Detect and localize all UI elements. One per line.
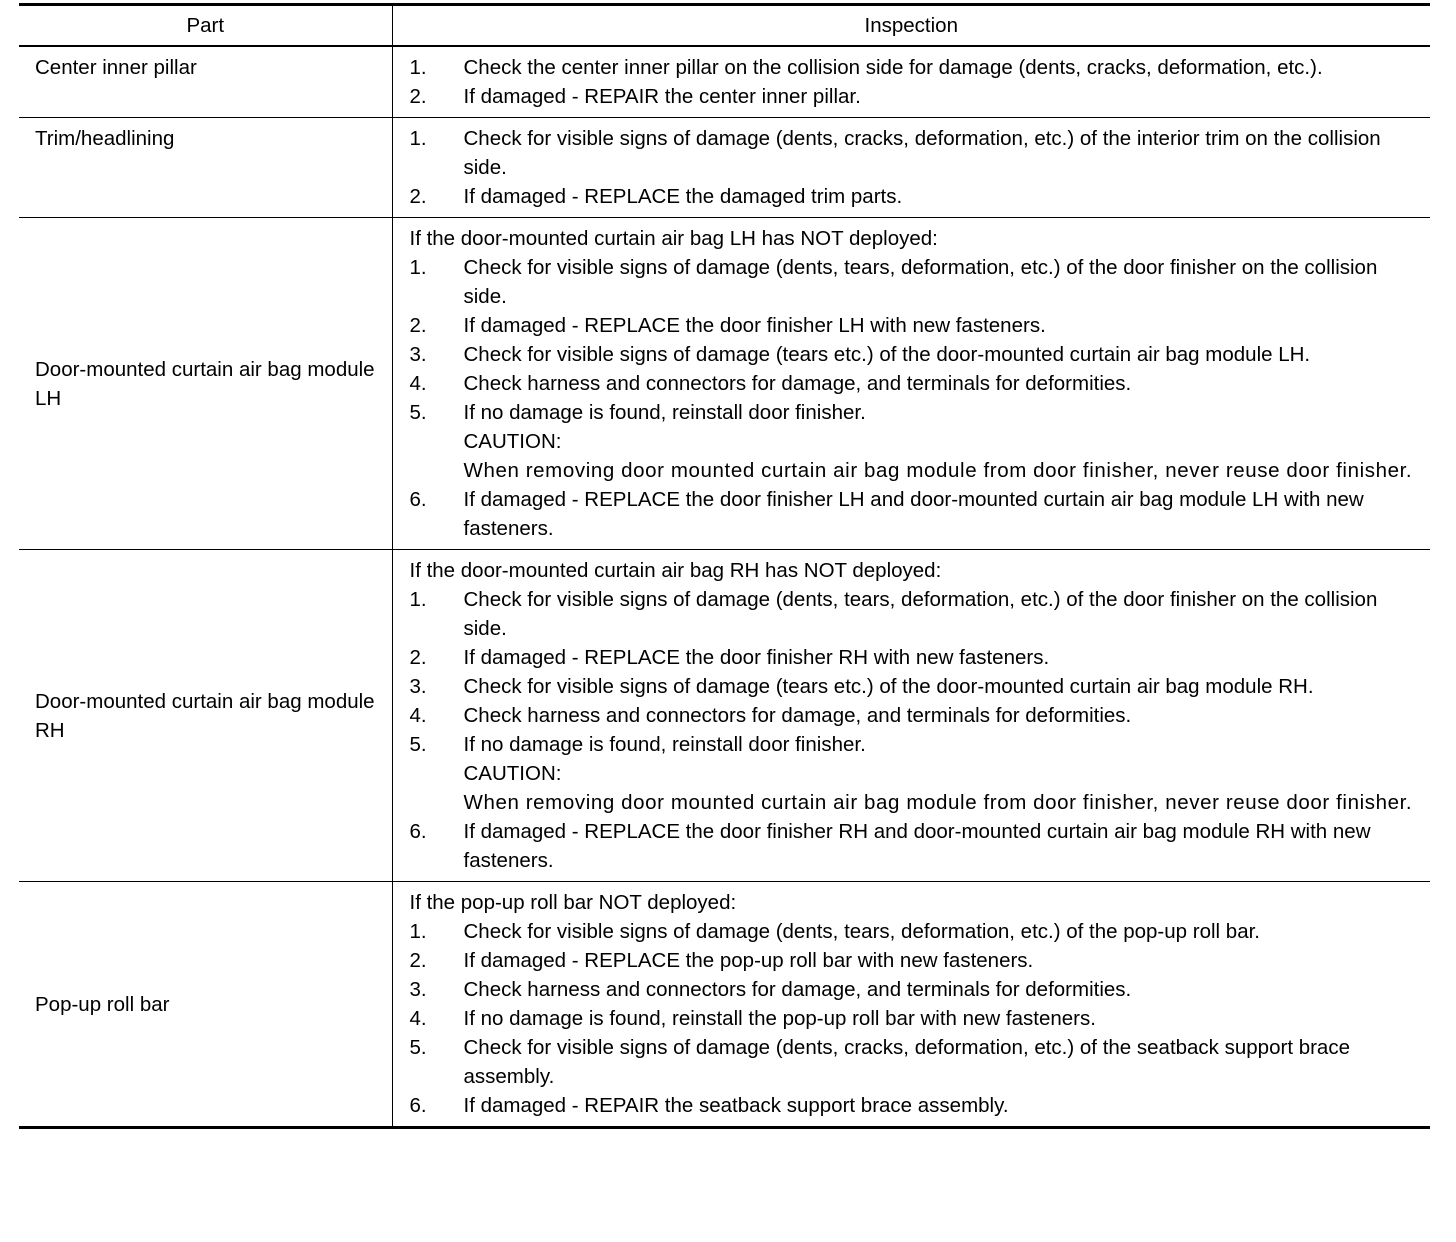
step-text: If no damage is found, reinstall the pop-up roll bar with new fasteners. <box>463 1007 1096 1030</box>
step-number: 2. <box>409 185 427 208</box>
step-body <box>464 398 1425 485</box>
step-text: If no damage is found, reinstall door finisher. <box>463 401 866 424</box>
table-row <box>19 550 1430 882</box>
step-body <box>464 182 1425 211</box>
inspection-step <box>410 730 1425 817</box>
inspection-step <box>410 672 1425 701</box>
table-body <box>19 46 1430 1128</box>
inspection-step <box>410 1033 1425 1091</box>
step-number: 5. <box>409 401 427 424</box>
step-number: 1. <box>409 588 427 611</box>
part-cell: Pop-up roll bar <box>19 882 392 1128</box>
step-body <box>464 253 1425 311</box>
inspection-step <box>410 124 1425 182</box>
inspection-step <box>410 946 1425 975</box>
part-cell: Center inner pillar <box>19 46 392 118</box>
inspection-cell <box>392 218 1430 550</box>
step-body <box>464 975 1425 1004</box>
inspection-steps <box>410 585 1425 875</box>
step-text: Check the center inner pillar on the collision side for damage (dents, cracks, deformation, etc.). <box>463 56 1323 79</box>
step-text: If no damage is found, reinstall door finisher. <box>463 733 866 756</box>
step-body <box>464 946 1425 975</box>
inspection-condition: If the pop-up roll bar NOT deployed: <box>409 891 737 914</box>
step-text: Check for visible signs of damage (dents, tears, deformation, etc.) of the door finisher on the collision side. <box>463 588 1378 640</box>
inspection-step <box>410 701 1425 730</box>
inspection-step <box>410 1004 1425 1033</box>
step-body <box>464 701 1425 730</box>
step-body <box>464 1091 1425 1120</box>
inspection-step <box>410 585 1425 643</box>
inspection-step <box>410 817 1425 875</box>
step-text: If damaged - REPLACE the door finisher RH with new fasteners. <box>463 646 1050 669</box>
step-body <box>464 672 1425 701</box>
inspection-step <box>410 369 1425 398</box>
inspection-column-header: Inspection <box>392 5 1430 47</box>
inspection-steps <box>410 917 1425 1120</box>
inspection-cell <box>392 882 1430 1128</box>
step-number: 1. <box>409 920 427 943</box>
inspection-step <box>410 917 1425 946</box>
step-body <box>464 340 1425 369</box>
part-cell: Trim/headlining <box>19 118 392 218</box>
caution-label: CAUTION: <box>463 430 562 453</box>
step-text: Check for visible signs of damage (tears etc.) of the door-mounted curtain air bag module RH. <box>463 675 1314 698</box>
step-number: 6. <box>409 1094 427 1117</box>
step-text: Check for visible signs of damage (tears etc.) of the door-mounted curtain air bag module LH. <box>463 343 1311 366</box>
inspection-cell <box>392 550 1430 882</box>
table-row <box>19 218 1430 550</box>
inspection-step <box>410 398 1425 485</box>
inspection-cell <box>392 46 1430 118</box>
step-number: 5. <box>409 733 427 756</box>
part-column-header: Part <box>19 5 392 47</box>
part-cell: Door-mounted curtain air bag module RH <box>19 550 392 882</box>
step-number: 2. <box>409 949 427 972</box>
part-cell: Door-mounted curtain air bag module LH <box>19 218 392 550</box>
step-number: 2. <box>409 646 427 669</box>
step-body <box>464 817 1425 875</box>
inspection-condition: If the door-mounted curtain air bag RH has NOT deployed: <box>409 559 942 582</box>
caution-label: CAUTION: <box>463 762 562 785</box>
step-body <box>464 485 1425 543</box>
inspection-step <box>410 311 1425 340</box>
step-body <box>464 585 1425 643</box>
inspection-steps <box>410 253 1425 543</box>
inspection-step <box>410 82 1425 111</box>
inspection-step <box>410 975 1425 1004</box>
table-row <box>19 46 1430 118</box>
step-number: 3. <box>409 675 427 698</box>
table-row <box>19 118 1430 218</box>
step-number: 6. <box>409 488 427 511</box>
step-number: 3. <box>409 978 427 1001</box>
step-body <box>464 124 1425 182</box>
inspection-step <box>410 53 1425 82</box>
step-number: 3. <box>409 343 427 366</box>
step-number: 2. <box>409 314 427 337</box>
step-text: Check harness and connectors for damage, and terminals for deformities. <box>463 372 1132 395</box>
inspection-step <box>410 253 1425 311</box>
inspection-condition: If the door-mounted curtain air bag LH has NOT deployed: <box>409 227 938 250</box>
step-body <box>464 311 1425 340</box>
inspection-step <box>410 182 1425 211</box>
step-text: If damaged - REPLACE the door finisher LH and door-mounted curtain air bag module LH with new fasteners. <box>463 488 1364 540</box>
inspection-table <box>19 3 1430 1129</box>
step-number: 1. <box>409 256 427 279</box>
inspection-step <box>410 643 1425 672</box>
step-number: 4. <box>409 1007 427 1030</box>
step-body <box>464 1033 1425 1091</box>
step-text: Check harness and connectors for damage, and terminals for deformities. <box>463 704 1132 727</box>
step-number: 4. <box>409 704 427 727</box>
step-text: Check for visible signs of damage (dents, tears, deformation, etc.) of the door finisher on the collision side. <box>463 256 1378 308</box>
step-text: Check harness and connectors for damage, and terminals for deformities. <box>463 978 1132 1001</box>
step-number: 1. <box>409 127 427 150</box>
step-body <box>464 1004 1425 1033</box>
step-text: If damaged - REPLACE the pop-up roll bar with new fasteners. <box>463 949 1034 972</box>
step-text: Check for visible signs of damage (dents, cracks, deformation, etc.) of the interior trim on the collision side. <box>463 127 1381 179</box>
step-number: 6. <box>409 820 427 843</box>
inspection-step <box>410 340 1425 369</box>
table-row <box>19 882 1430 1128</box>
step-body <box>464 369 1425 398</box>
step-text: If damaged - REPLACE the damaged trim parts. <box>463 185 903 208</box>
step-body <box>464 917 1425 946</box>
step-text: If damaged - REPAIR the center inner pillar. <box>463 85 861 108</box>
caution-text: When removing door mounted curtain air bag module from door finisher, never reuse door finisher. <box>463 459 1413 482</box>
inspection-document <box>19 3 1430 1129</box>
inspection-steps <box>410 124 1425 211</box>
step-body <box>464 730 1425 817</box>
step-text: Check for visible signs of damage (dents, tears, deformation, etc.) of the pop-up roll bar. <box>463 920 1260 943</box>
step-number: 4. <box>409 372 427 395</box>
inspection-steps <box>410 53 1425 111</box>
step-text: If damaged - REPLACE the door finisher RH and door-mounted curtain air bag module RH with new fasteners. <box>463 820 1371 872</box>
inspection-step <box>410 485 1425 543</box>
step-body <box>464 53 1425 82</box>
inspection-cell <box>392 118 1430 218</box>
step-text: If damaged - REPAIR the seatback support brace assembly. <box>463 1094 1009 1117</box>
step-number: 5. <box>409 1036 427 1059</box>
step-text: If damaged - REPLACE the door finisher LH with new fasteners. <box>463 314 1046 337</box>
step-body <box>464 643 1425 672</box>
step-text: Check for visible signs of damage (dents, cracks, deformation, etc.) of the seatback support brace assembly. <box>463 1036 1350 1088</box>
inspection-step <box>410 1091 1425 1120</box>
step-body <box>464 82 1425 111</box>
step-number: 2. <box>409 85 427 108</box>
step-number: 1. <box>409 56 427 79</box>
caution-text: When removing door mounted curtain air bag module from door finisher, never reuse door finisher. <box>463 791 1413 814</box>
table-header-row <box>19 5 1430 47</box>
